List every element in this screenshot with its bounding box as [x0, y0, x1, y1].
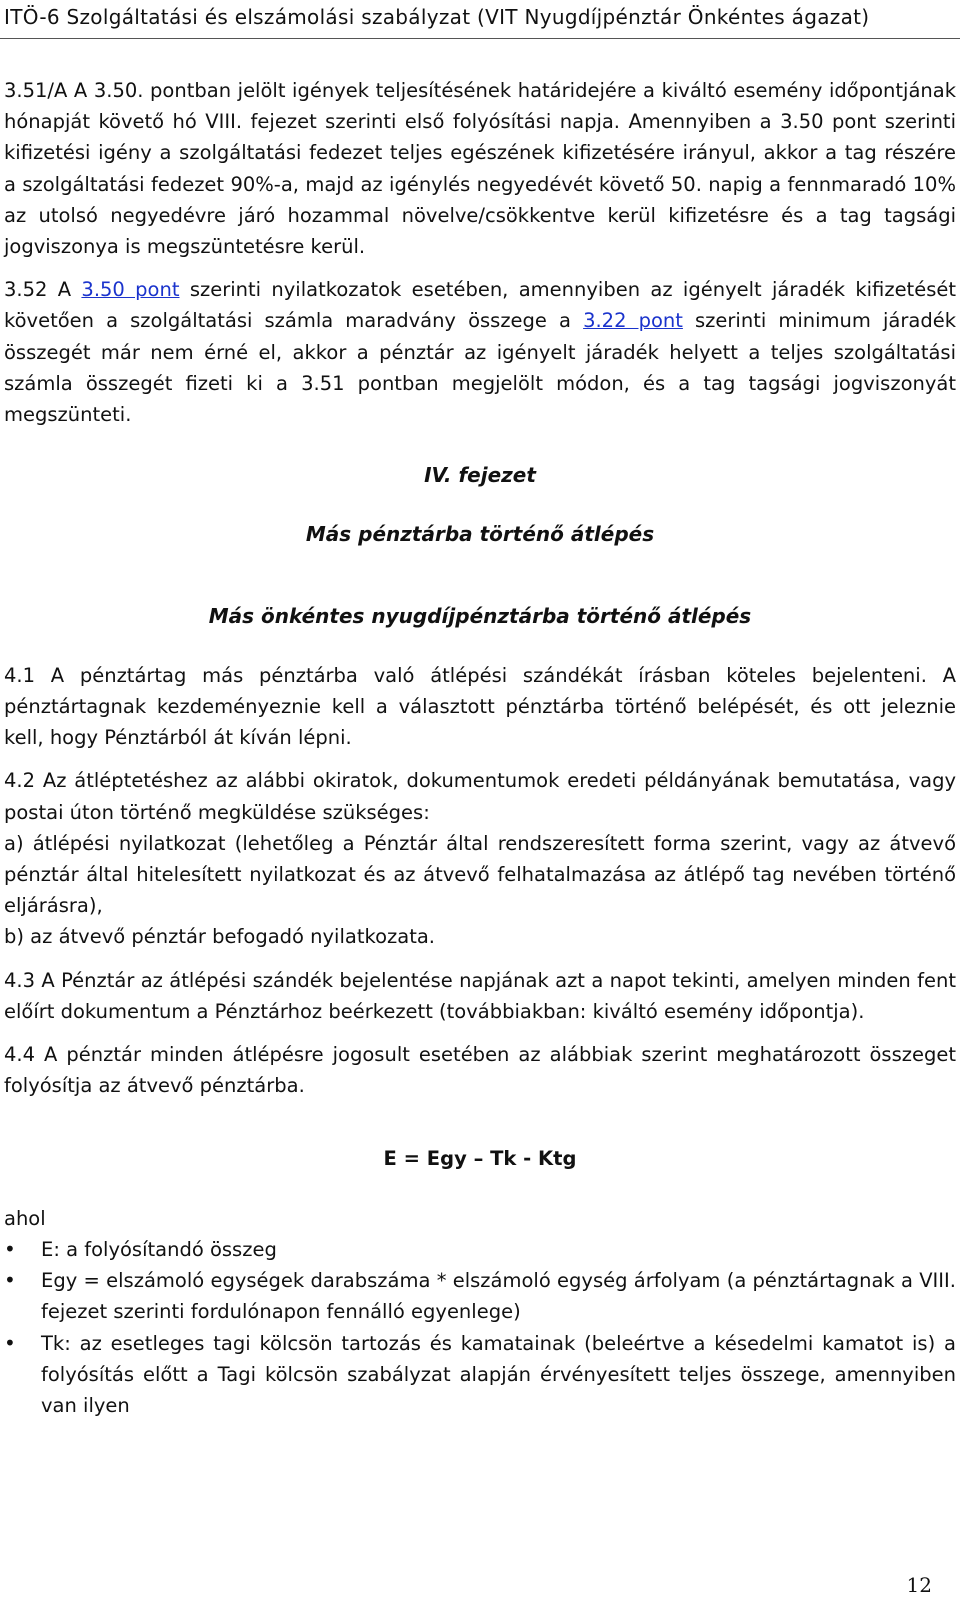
paragraph-3-51-a: 3.51/A A 3.50. pontban jelölt igények teljesítésének határidejére a kiváltó esemény időpontjának hónapját követő hó VIII. fejezet szerinti első folyósítási napja. Amennyiben a 3.50 pont szerinti kifizetési igény a szolgáltatási fedezet teljes egészének kifizetésére irányul, akkor a tag részére a szolgáltatási fedezet 90%-a, majd az igénylés negyedévét követő 50. napig a fennmaradó 10% az utolsó negyedévre járó hozammal növelve/csökkentve kerül kifizetésre és a tag tagsági jogviszonya is megszüntetésre kerül.	[4, 79, 956, 259]
p352-lead: 3.52 A	[4, 278, 82, 302]
formula: E = Egy – Tk - Ktg	[383, 1147, 577, 1171]
bullet-icon: •	[4, 1330, 16, 1355]
paragraph-4-2-b: b) az átvevő pénztár befogadó nyilatkozata.	[4, 925, 435, 949]
header-divider	[0, 38, 960, 39]
definition-text: Egy = elszámoló egységek darabszáma * elszámoló egység árfolyam (a pénztártagnak a VIII. fejezet szerinti fordulónapon fennálló egyenlege)	[41, 1269, 956, 1324]
definition-text: E: a folyósítandó összeg	[41, 1237, 277, 1261]
bullet-icon: •	[4, 1268, 16, 1293]
ahol-label: ahol	[4, 1206, 46, 1230]
p352-tail: szerinti minimum járadék összegét már nem érné el, akkor a pénztár az igényelt járadék helyett a teljes szolgáltatási számla összegét fizeti ki a 3.51 pontban megjelölt módon, és a tag tagsági jogviszonyát megszünteti.	[4, 309, 956, 427]
paragraph-4-1: 4.1 A pénztártag más pénztárba való átlépési szándékát írásban köteles bejelenteni. A pénztártagnak kezdeményeznie kell a választott pénztárba történő belépését, és ott jeleznie kell, hogy Pénztárból át kíván lépni.	[4, 663, 956, 750]
list-item	[4, 1265, 956, 1327]
document-body	[4, 75, 956, 1421]
paragraph-4-4: 4.4 A pénztár minden átlépésre jogosult esetében az alábbiak szerint meghatározott összeget folyósítja az átvevő pénztárba.	[4, 1043, 956, 1098]
definition-text: Tk: az esetleges tagi kölcsön tartozás és kamatainak (beleértve a késedelmi kamatot is) a folyósítás előtt a Tagi kölcsön szabályzat alapján érvényesített teljes összege, amennyiben van ilyen	[41, 1331, 956, 1417]
chapter-title: Más pénztárba történő átlépés	[305, 522, 655, 547]
p352-mid: szerinti nyilatkozatok esetében, amennyiben az igényelt járadék kifizetését követően a szolgáltatási számla maradvány összege a	[4, 278, 957, 333]
list-item	[4, 1328, 956, 1422]
bullet-icon: •	[4, 1236, 16, 1261]
paragraph-4-2-intro: 4.2 Az átléptetéshez az alábbi okiratok, dokumentumok eredeti példányának bemutatása, vagy postai úton történő megküldése szükséges:	[4, 769, 956, 824]
document-header: ITÖ-6 Szolgáltatási és elszámolási szabályzat (VIT Nyugdíjpénztár Önkéntes ágazat)	[4, 5, 870, 29]
paragraph-4-2-a: a) átlépési nyilatkozat (lehetőleg a Pénztár által rendszeresített forma szerint, vagy az átvevő pénztár által hitelesített nyilatkozat és az átvevő felhatalmazása az átlépő tag nevében történő eljárásra),	[4, 831, 956, 918]
paragraph-3-52	[4, 274, 956, 430]
paragraph-4-3: 4.3 A Pénztár az átlépési szándék bejelentése napjának azt a napot tekinti, amelyen minden fent előírt dokumentum a Pénztárhoz beérkezett (továbbiakban: kiváltó esemény időpontja).	[4, 968, 956, 1023]
chapter-subtitle: Más önkéntes nyugdíjpénztárba történő átlépés	[208, 603, 752, 628]
chapter-number: IV. fejezet	[424, 463, 536, 488]
definition-list	[4, 1234, 956, 1421]
link-3-22-pont[interactable]: 3.22 pont	[583, 309, 683, 333]
link-3-50-pont[interactable]: 3.50 pont	[81, 278, 180, 302]
page-number: 12	[906, 1573, 932, 1597]
list-item	[4, 1234, 956, 1265]
